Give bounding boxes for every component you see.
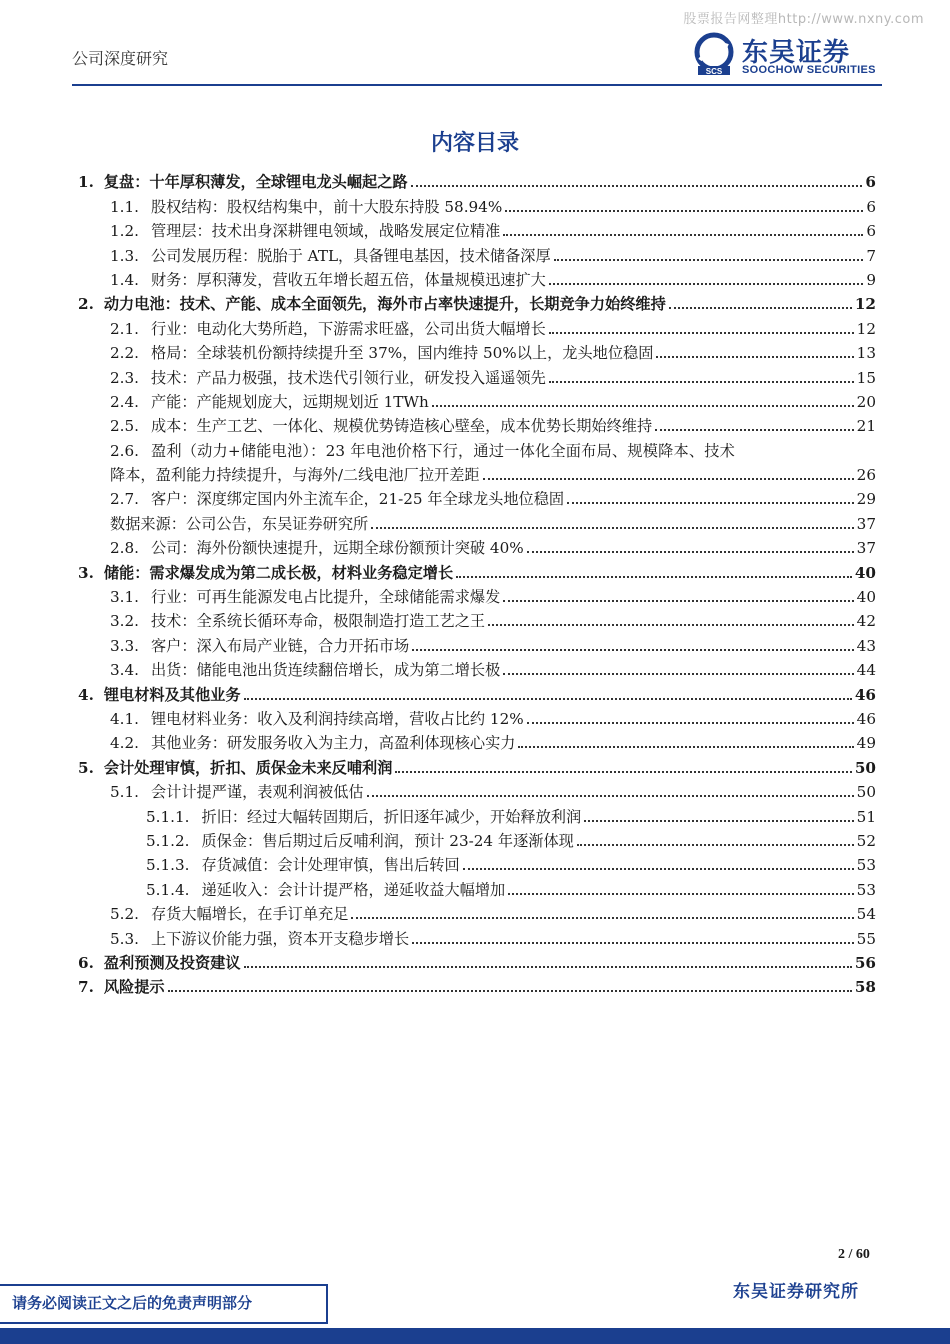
- toc-entry[interactable]: [78, 339, 876, 363]
- toc-entry-page: 12: [854, 295, 876, 314]
- toc-entry-title: 行业：可再生能源发电占比提升，全球储能需求爆发: [150, 588, 501, 607]
- page-number: 2 / 60: [838, 1247, 870, 1262]
- toc-entry-page: 52: [856, 831, 876, 850]
- toc-entry-page: 13: [856, 344, 876, 363]
- toc-entry-number: 3.: [78, 563, 94, 582]
- toc-leader-dots: [656, 356, 853, 358]
- toc-leader-dots: [549, 283, 863, 285]
- toc-entry-title: 锂电材料及其他业务: [103, 685, 241, 704]
- toc-leader-dots: [432, 405, 854, 407]
- toc-entry-page: 26: [856, 466, 876, 485]
- toc-entry-title: 管理层：技术出身深耕锂电领域，战略发展定位精准: [150, 222, 501, 241]
- toc-entry[interactable]: [78, 607, 876, 631]
- toc-entry-number: 5.1.1.: [146, 807, 190, 826]
- toc-entry-title: 客户：深度绑定国内外主流车企，21-25 年全球龙头地位稳固: [150, 490, 565, 509]
- toc-entry-page: 56: [854, 953, 876, 972]
- toc-leader-dots: [483, 478, 854, 480]
- toc-leader-dots: [456, 576, 852, 578]
- toc-entry-number: 2.8.: [110, 539, 139, 558]
- disclaimer-text: 请务必阅读正文之后的免责声明部分: [12, 1294, 253, 1312]
- toc-leader-dots: [395, 771, 851, 773]
- toc-leader-dots: [669, 307, 852, 309]
- toc-entry-number: 2.3.: [110, 368, 139, 387]
- toc-entry-number: 5.1.3.: [146, 856, 190, 875]
- toc-entry-title: 盈利预测及投资建议: [103, 953, 241, 972]
- toc-entry-title: 动力电池：技术、产能、成本全面领先，海外市占率快速提升，长期竞争力始终维持: [103, 295, 666, 314]
- toc-entry-number: 2.: [78, 295, 94, 314]
- toc-entry-title: 成本：生产工艺、一体化、规模优势铸造核心壁垒，成本优势长期始终维持: [150, 417, 653, 436]
- toc-entry-title: 会计处理审慎，折扣、质保金未来反哺利润: [103, 758, 393, 777]
- toc-entry-title-continued: 降本，盈利能力持续提升，与海外/二线电池厂拉开差距: [110, 466, 480, 485]
- document-type-label: 公司深度研究: [72, 49, 169, 68]
- toc-entry-number: 7.: [78, 978, 94, 997]
- toc-entry-title: 技术：全系统长循环寿命，极限制造打造工艺之王: [150, 612, 486, 631]
- toc-leader-dots: [577, 844, 854, 846]
- toc-entry-title: 质保金：售后期过后反哺利润，预计 23-24 年逐渐体现: [201, 831, 574, 850]
- toc-entry-page: 54: [856, 905, 876, 924]
- toc-leader-dots: [244, 698, 852, 700]
- toc-entry-title: 财务：厚积薄发，营收五年增长超五倍，体量规模迅速扩大: [150, 270, 546, 289]
- toc-entry-page: 50: [856, 783, 876, 802]
- toc-entry-number: 1.3.: [110, 246, 139, 265]
- toc-entry-title: 储能：需求爆发成为第二成长极，材料业务稳定增长: [103, 563, 454, 582]
- toc-entry[interactable]: [78, 802, 876, 826]
- toc-entry-number: 1.1.: [110, 197, 139, 216]
- toc-entry[interactable]: [78, 363, 876, 387]
- toc-entry[interactable]: [78, 631, 876, 655]
- toc-leader-dots: [168, 990, 852, 992]
- toc-entry[interactable]: [78, 875, 876, 899]
- watermark-text: 股票报告网整理http://www.nxny.com: [683, 12, 924, 27]
- toc-entry-number: 2.1.: [110, 319, 139, 338]
- toc-entry-number: 5.1.2.: [146, 831, 190, 850]
- toc-leader-dots: [584, 820, 854, 822]
- toc-entry-page: 6: [866, 197, 876, 216]
- toc-entry[interactable]: [78, 680, 876, 704]
- toc-leader-dots: [412, 649, 854, 651]
- toc-entry[interactable]: [78, 509, 876, 533]
- footer-bar: [0, 1328, 950, 1344]
- toc-entry[interactable]: [78, 168, 876, 192]
- toc-entry-page: 37: [856, 514, 876, 533]
- toc-entry-number: 4.1.: [110, 709, 139, 728]
- toc-entry-page: 29: [856, 490, 876, 509]
- toc-entry-page: 53: [856, 880, 876, 899]
- toc-entry[interactable]: [78, 827, 876, 851]
- toc-entry-title: 技术：产品力极强，技术迭代引领行业，研发投入遥遥领先: [150, 368, 546, 387]
- toc-entry-number: 5.2.: [110, 905, 139, 924]
- toc-entry-page: 43: [856, 636, 876, 655]
- toc-entry-page: 53: [856, 856, 876, 875]
- toc-entry-number: 3.1.: [110, 588, 139, 607]
- toc-leader-dots: [367, 795, 854, 797]
- toc-entry-number: 5.3.: [110, 929, 139, 948]
- toc-entry-page: 46: [854, 685, 876, 704]
- toc-leader-dots: [549, 381, 854, 383]
- toc-leader-dots: [488, 624, 854, 626]
- toc-entry[interactable]: [78, 558, 876, 582]
- toc-entry-number: 3.4.: [110, 661, 139, 680]
- toc-entry-number: 3.3.: [110, 636, 139, 655]
- toc-entry-number: 2.6.: [110, 441, 139, 460]
- toc-entry[interactable]: [78, 192, 876, 216]
- toc-leader-dots: [412, 942, 854, 944]
- toc-leader-dots: [244, 966, 852, 968]
- toc-entry[interactable]: [78, 388, 876, 412]
- toc-entry-title: 风险提示: [103, 978, 165, 997]
- toc-entry[interactable]: [78, 924, 876, 948]
- toc-leader-dots: [527, 551, 854, 553]
- toc-entry[interactable]: [78, 412, 876, 436]
- toc-entry-page: 42: [856, 612, 876, 631]
- toc-entry-page: 6: [866, 222, 876, 241]
- toc-entry-page: 21: [856, 417, 876, 436]
- toc-leader-dots: [351, 917, 853, 919]
- toc-leader-dots: [505, 210, 863, 212]
- toc-entry-number: 4.: [78, 685, 94, 704]
- toc-entry-number: 6.: [78, 953, 94, 972]
- toc-entry-title: 锂电材料业务：收入及利润持续高增，营收占比约 12%: [150, 709, 524, 728]
- toc-leader-dots: [503, 234, 863, 236]
- toc-entry[interactable]: [78, 949, 876, 973]
- toc-entry[interactable]: [78, 778, 876, 802]
- toc-entry-number: 2.2.: [110, 344, 139, 363]
- toc-entry-title: 行业：电动化大势所趋，下游需求旺盛，公司出货大幅增长: [150, 319, 546, 338]
- toc-entry-title: 存货大幅增长，在手订单充足: [150, 905, 349, 924]
- toc-entry[interactable]: [78, 485, 876, 509]
- toc-entry-number: 4.2.: [110, 734, 139, 753]
- toc-leader-dots: [503, 673, 853, 675]
- toc-entry-number: 1.2.: [110, 222, 139, 241]
- toc-entry-page: 40: [854, 563, 876, 582]
- header-divider: [72, 84, 882, 86]
- toc-entry-number: 1.4.: [110, 270, 139, 289]
- toc-leader-dots: [503, 600, 853, 602]
- toc-entry-page: 51: [856, 807, 876, 826]
- toc-entry-page: 44: [856, 661, 876, 680]
- toc-entry-title: 其他业务：研发服务收入为主力，高盈利体现核心实力: [150, 734, 516, 753]
- toc-entry-title: 公司：海外份额快速提升，远期全球份额预计突破 40%: [150, 539, 524, 558]
- toc-entry[interactable]: [78, 217, 876, 241]
- toc-leader-dots: [518, 746, 853, 748]
- logo-english-name: SOOCHOW SECURITIES: [742, 64, 876, 76]
- toc-entry-number: 5.1.4.: [146, 880, 190, 899]
- toc-entry-title: 会计计提严谨，表观利润被低估: [150, 783, 364, 802]
- toc-entry-page: 20: [856, 392, 876, 411]
- toc-entry[interactable]: [78, 241, 876, 265]
- soochow-logo-icon: [692, 32, 736, 76]
- toc-entry-title: 上下游议价能力强，资本开支稳步增长: [150, 929, 410, 948]
- toc-leader-dots: [655, 429, 854, 431]
- toc-entry-title: 股权结构：股权结构集中，前十大股东持股 58.94%: [150, 197, 503, 216]
- toc-leader-dots: [554, 259, 864, 261]
- toc-entry-number: 5.: [78, 758, 94, 777]
- toc-entry-number: 2.4.: [110, 392, 139, 411]
- toc-entry-page: 12: [856, 319, 876, 338]
- toc-entry[interactable]: [78, 973, 876, 997]
- toc-entry[interactable]: [78, 436, 876, 460]
- toc-entry[interactable]: [78, 729, 876, 753]
- footer-organization: 东吴证券研究所: [733, 1282, 859, 1302]
- toc-entry[interactable]: [78, 900, 876, 924]
- toc-entry-page: 55: [856, 929, 876, 948]
- toc-entry[interactable]: [78, 266, 876, 290]
- toc-entry-title: 产能：产能规划庞大，远期规划近 1TWh: [150, 392, 429, 411]
- toc-entry[interactable]: [78, 314, 876, 338]
- toc-entry-title: 盈利（动力+储能电池）：23 年电池价格下行，通过一体化全面布局、规模降本、技术: [150, 441, 736, 460]
- toc-entry[interactable]: [78, 583, 876, 607]
- toc-leader-dots: [567, 502, 854, 504]
- toc-entry-page: 6: [865, 173, 876, 192]
- toc-entry[interactable]: [78, 753, 876, 777]
- toc-entry-number: 2.5.: [110, 417, 139, 436]
- toc-leader-dots: [371, 527, 853, 529]
- logo-mark-text: SCS: [705, 67, 723, 76]
- toc-entry-title: 客户：深入布局产业链，合力开拓市场: [150, 636, 410, 655]
- toc-leader-dots: [549, 332, 854, 334]
- toc-entry-page: 46: [856, 709, 876, 728]
- toc-entry-page: 7: [866, 246, 876, 265]
- toc-entry[interactable]: [78, 290, 876, 314]
- toc-entry-title: 数据来源：公司公告，东吴证券研究所: [110, 514, 369, 533]
- toc-entry-page: 37: [856, 539, 876, 558]
- toc-entry-page: 40: [856, 588, 876, 607]
- toc-entry[interactable]: [78, 851, 876, 875]
- toc-title: 内容目录: [430, 131, 519, 156]
- toc-entry-title: 出货：储能电池出货连续翻倍增长，成为第二增长极: [150, 661, 501, 680]
- toc-leader-dots: [411, 185, 863, 187]
- toc-entry-number: 3.2.: [110, 612, 139, 631]
- company-logo: [692, 32, 882, 80]
- toc-entry-title: 复盘：十年厚积薄发，全球锂电龙头崛起之路: [103, 173, 408, 192]
- toc-entry-title: 格局：全球装机份额持续提升至 37%，国内维持 50%以上，龙头地位稳固: [150, 344, 654, 363]
- toc-entry-page: 58: [854, 978, 876, 997]
- toc-entry-title: 递延收入：会计计提严格，递延收益大幅增加: [201, 880, 506, 899]
- toc-entry[interactable]: [78, 534, 876, 558]
- toc-leader-dots: [463, 868, 854, 870]
- toc-leader-dots: [527, 722, 854, 724]
- table-of-contents: [78, 168, 876, 997]
- toc-entry-page: 50: [854, 758, 876, 777]
- toc-entry-title: 存货减值：会计处理审慎，售出后转回: [201, 856, 460, 875]
- toc-entry-number: 1.: [78, 173, 94, 192]
- toc-entry-number: 2.7.: [110, 490, 139, 509]
- toc-entry-title: 折旧：经过大幅转固期后，折旧逐年减少，开始释放利润: [201, 807, 582, 826]
- toc-entry-page: 9: [866, 270, 876, 289]
- toc-entry[interactable]: [78, 461, 876, 485]
- logo-chinese-name: 东吴证券: [742, 38, 851, 68]
- toc-entry-number: 5.1.: [110, 783, 139, 802]
- toc-entry-title: 公司发展历程：脱胎于 ATL，具备锂电基因，技术储备深厚: [150, 246, 551, 265]
- toc-entry-page: 15: [856, 368, 876, 387]
- toc-entry[interactable]: [78, 656, 876, 680]
- toc-leader-dots: [508, 893, 853, 895]
- toc-entry[interactable]: [78, 705, 876, 729]
- toc-entry-page: 49: [856, 734, 876, 753]
